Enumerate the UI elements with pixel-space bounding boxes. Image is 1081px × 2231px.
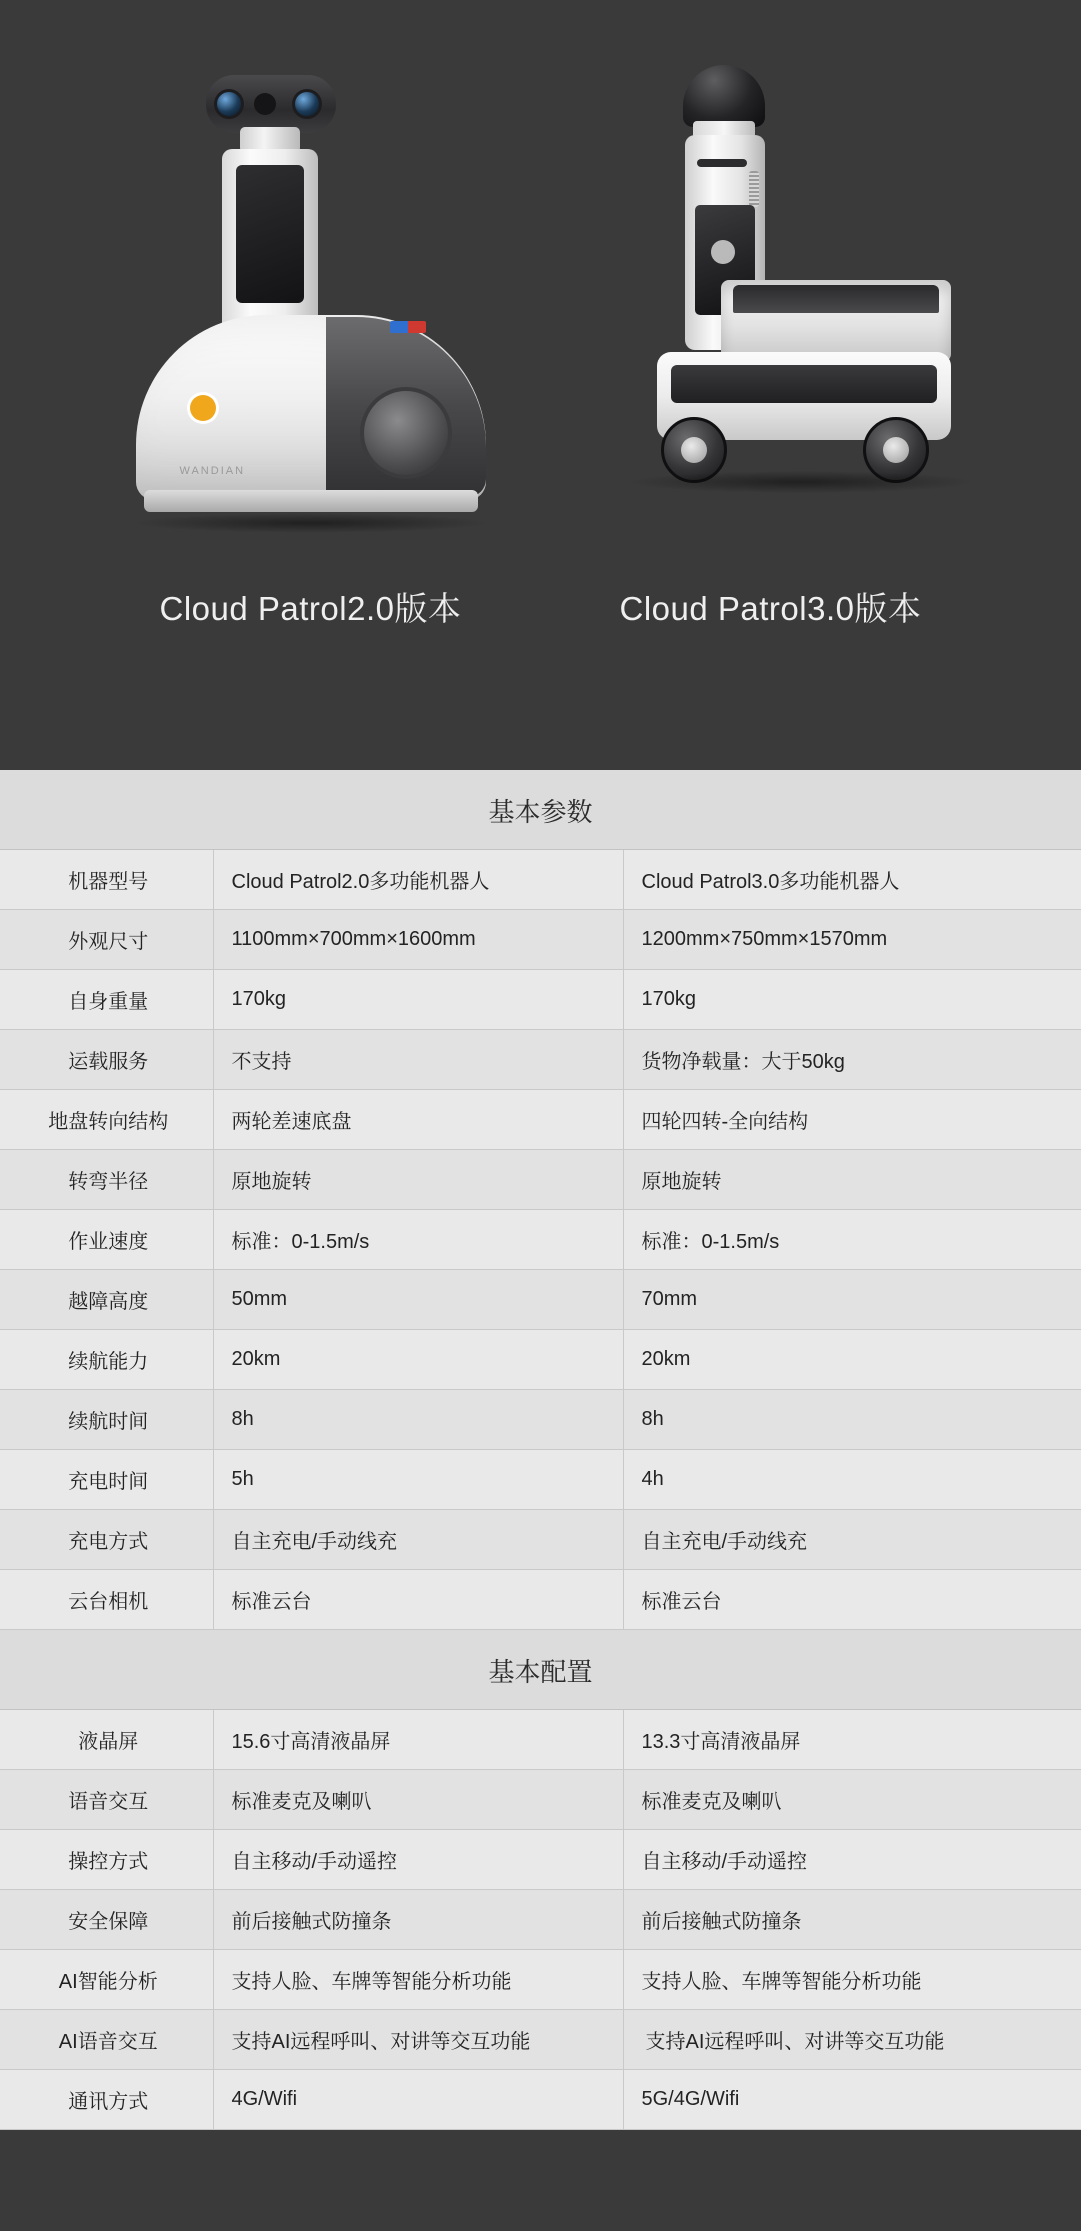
row-value-2: 50mm bbox=[213, 1270, 623, 1330]
cargo-box-interior bbox=[733, 285, 939, 313]
row-label: 安全保障 bbox=[0, 1890, 213, 1950]
robot-vent-slot bbox=[697, 159, 747, 167]
row-value-3: 前后接触式防撞条 bbox=[623, 1890, 1081, 1950]
table-basic-parameters bbox=[0, 850, 1081, 1630]
table-row bbox=[0, 1510, 1081, 1570]
camera-lens-left-icon bbox=[214, 89, 244, 119]
row-value-3: 四轮四转-全向结构 bbox=[623, 1090, 1081, 1150]
hero-section bbox=[0, 0, 1081, 770]
camera-sensor-icon bbox=[254, 93, 276, 115]
table-row bbox=[0, 910, 1081, 970]
row-label: 外观尺寸 bbox=[0, 910, 213, 970]
brand-wordmark: WANDIAN bbox=[179, 465, 246, 477]
robot-stripe bbox=[390, 321, 426, 333]
row-value-3: 4h bbox=[623, 1450, 1081, 1510]
row-value-3: 70mm bbox=[623, 1270, 1081, 1330]
row-value-3: 170kg bbox=[623, 970, 1081, 1030]
row-value-2: 自主移动/手动遥控 bbox=[213, 1830, 623, 1890]
table-row bbox=[0, 1770, 1081, 1830]
row-value-2: 标准麦克及喇叭 bbox=[213, 1770, 623, 1830]
row-value-3: 自主移动/手动遥控 bbox=[623, 1830, 1081, 1890]
row-label: 语音交互 bbox=[0, 1770, 213, 1830]
row-label: 通讯方式 bbox=[0, 2070, 213, 2130]
row-label: 转弯半径 bbox=[0, 1150, 213, 1210]
section-title-basic-configuration: 基本配置 bbox=[0, 1630, 1081, 1710]
row-value-2: 5h bbox=[213, 1450, 623, 1510]
table-row bbox=[0, 1150, 1081, 1210]
table-row bbox=[0, 850, 1081, 910]
row-value-2: Cloud Patrol2.0多功能机器人 bbox=[213, 850, 623, 910]
row-label: 续航时间 bbox=[0, 1390, 213, 1450]
row-value-2: 支持AI远程呼叫、对讲等交互功能 bbox=[213, 2010, 623, 2070]
spec-section-basic-parameters bbox=[0, 770, 1081, 1630]
table-row bbox=[0, 1090, 1081, 1150]
row-value-3: 标准麦克及喇叭 bbox=[623, 1770, 1081, 1830]
row-value-3: Cloud Patrol3.0多功能机器人 bbox=[623, 850, 1081, 910]
product-2-caption: Cloud Patrol2.0版本 bbox=[159, 590, 462, 627]
row-label: AI智能分析 bbox=[0, 1950, 213, 2010]
table-row bbox=[0, 1390, 1081, 1450]
row-label: 作业速度 bbox=[0, 1210, 213, 1270]
product-cloud-patrol-2 bbox=[81, 50, 541, 630]
row-value-3: 自主充电/手动线充 bbox=[623, 1510, 1081, 1570]
row-value-2: 自主充电/手动线充 bbox=[213, 1510, 623, 1570]
row-value-2: 支持人脸、车牌等智能分析功能 bbox=[213, 1950, 623, 2010]
row-value-3: 支持人脸、车牌等智能分析功能 bbox=[623, 1950, 1081, 2010]
row-label: 机器型号 bbox=[0, 850, 213, 910]
row-value-2: 8h bbox=[213, 1390, 623, 1450]
brand-logo-icon bbox=[190, 395, 216, 421]
row-value-3: 标准：0-1.5m/s bbox=[623, 1210, 1081, 1270]
row-value-2: 20km bbox=[213, 1330, 623, 1390]
product-gallery bbox=[0, 0, 1081, 630]
robot-3-illustration bbox=[601, 65, 951, 535]
row-label: 越障高度 bbox=[0, 1270, 213, 1330]
row-label: 操控方式 bbox=[0, 1830, 213, 1890]
row-label: 地盘转向结构 bbox=[0, 1090, 213, 1150]
row-value-2: 4G/Wifi bbox=[213, 2070, 623, 2130]
product-3-caption: Cloud Patrol3.0版本 bbox=[619, 590, 922, 627]
row-value-2: 1100mm×700mm×1600mm bbox=[213, 910, 623, 970]
table-row bbox=[0, 1950, 1081, 2010]
table-row bbox=[0, 1570, 1081, 1630]
wheel-hub-rear bbox=[883, 437, 909, 463]
robot-display-screen bbox=[236, 165, 304, 303]
robot-shadow bbox=[131, 513, 491, 533]
row-label: AI语音交互 bbox=[0, 2010, 213, 2070]
section-title-basic-parameters: 基本参数 bbox=[0, 770, 1081, 850]
table-row bbox=[0, 1710, 1081, 1770]
dome-camera-icon bbox=[683, 65, 765, 127]
row-value-3: 13.3寸高清液晶屏 bbox=[623, 1710, 1081, 1770]
table-row bbox=[0, 1450, 1081, 1510]
row-value-3: 5G/4G/Wifi bbox=[623, 2070, 1081, 2130]
row-value-3: 货物净载量：大于50kg bbox=[623, 1030, 1081, 1090]
row-label: 云台相机 bbox=[0, 1570, 213, 1630]
brand-logo-icon bbox=[711, 240, 735, 264]
row-value-2: 原地旋转 bbox=[213, 1150, 623, 1210]
row-label: 充电方式 bbox=[0, 1510, 213, 1570]
row-label: 液晶屏 bbox=[0, 1710, 213, 1770]
row-value-3: 20km bbox=[623, 1330, 1081, 1390]
camera-lens-right-icon bbox=[292, 89, 322, 119]
table-basic-configuration bbox=[0, 1710, 1081, 2130]
table-row bbox=[0, 1270, 1081, 1330]
robot-base bbox=[144, 490, 478, 512]
robot-shadow bbox=[631, 471, 971, 493]
row-label: 续航能力 bbox=[0, 1330, 213, 1390]
speaker-grill-icon bbox=[749, 171, 759, 207]
row-value-2: 标准云台 bbox=[213, 1570, 623, 1630]
row-value-2: 不支持 bbox=[213, 1030, 623, 1090]
table-row bbox=[0, 1210, 1081, 1270]
table-row bbox=[0, 2070, 1081, 2130]
row-label: 自身重量 bbox=[0, 970, 213, 1030]
table-row bbox=[0, 1030, 1081, 1090]
robot-2-illustration bbox=[136, 65, 486, 535]
robot-wheel bbox=[360, 387, 452, 479]
row-label: 运载服务 bbox=[0, 1030, 213, 1090]
table-row bbox=[0, 970, 1081, 1030]
row-value-3: 原地旋转 bbox=[623, 1150, 1081, 1210]
product-cloud-patrol-3 bbox=[541, 50, 1001, 630]
page-footer-space bbox=[0, 2130, 1081, 2180]
camera-head-icon bbox=[206, 75, 336, 133]
wheel-hub-front bbox=[681, 437, 707, 463]
table-row bbox=[0, 1830, 1081, 1890]
chassis-dark-panel bbox=[671, 365, 937, 403]
spec-section-basic-configuration bbox=[0, 1630, 1081, 2130]
row-label: 充电时间 bbox=[0, 1450, 213, 1510]
row-value-3: 1200mm×750mm×1570mm bbox=[623, 910, 1081, 970]
row-value-2: 标准：0-1.5m/s bbox=[213, 1210, 623, 1270]
row-value-3: 支持AI远程呼叫、对讲等交互功能 bbox=[623, 2010, 1081, 2070]
table-row bbox=[0, 2010, 1081, 2070]
row-value-2: 170kg bbox=[213, 970, 623, 1030]
robot-column bbox=[222, 149, 318, 329]
table-row bbox=[0, 1890, 1081, 1950]
row-value-3: 标准云台 bbox=[623, 1570, 1081, 1630]
row-value-3: 8h bbox=[623, 1390, 1081, 1450]
row-value-2: 两轮差速底盘 bbox=[213, 1090, 623, 1150]
row-value-2: 15.6寸高清液晶屏 bbox=[213, 1710, 623, 1770]
table-row bbox=[0, 1330, 1081, 1390]
row-value-2: 前后接触式防撞条 bbox=[213, 1890, 623, 1950]
